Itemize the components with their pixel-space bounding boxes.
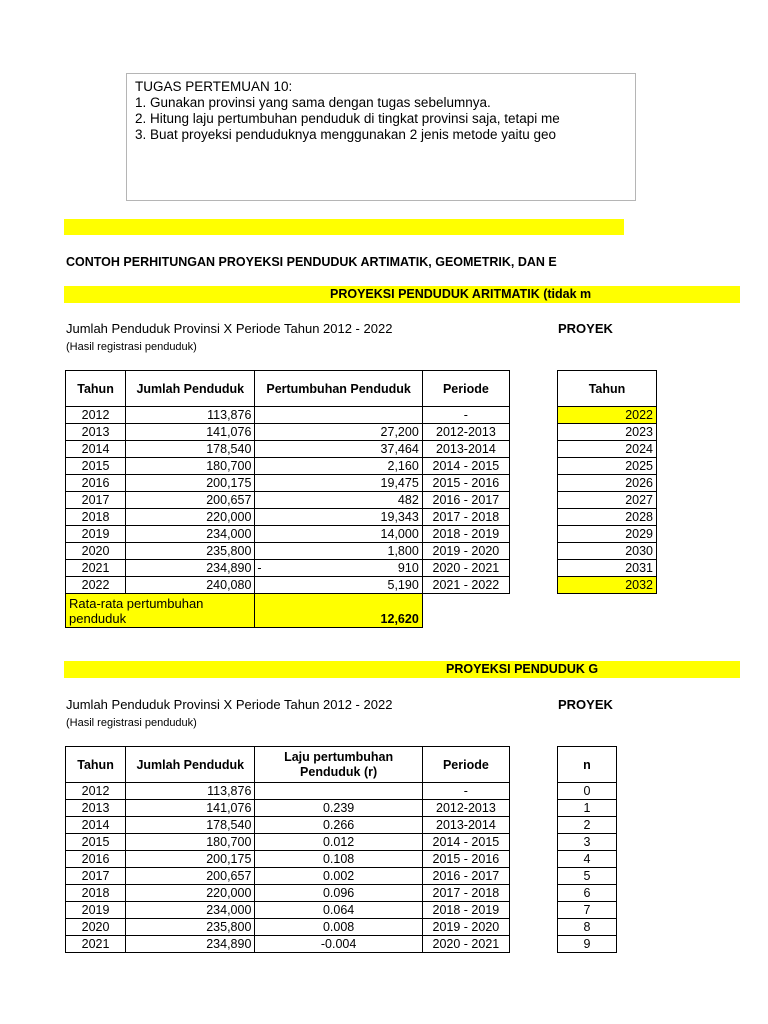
n-value: 8	[558, 919, 617, 936]
proj-year: 2026	[558, 475, 657, 492]
note-line-3: 3. Buat proyeksi penduduknya menggunakan 2 jenis metode yaitu geo	[135, 127, 557, 142]
average-row	[66, 594, 510, 628]
col-tahun: Tahun	[66, 371, 126, 407]
arith-projection-title: PROYEK	[558, 321, 613, 336]
proj-year: 2029	[558, 526, 657, 543]
geo-caption: Jumlah Penduduk Provinsi X Periode Tahun 2012 - 2022	[66, 697, 393, 712]
table-row: 2021 234,890 -0.004 2020 - 2021	[66, 936, 510, 953]
col-pertumbuhan: Pertumbuhan Penduduk	[255, 371, 422, 407]
table-row: 2019 234,000 0.064 2018 - 2019	[66, 902, 510, 919]
n-value: 0	[558, 783, 617, 800]
table-row: 2021 234,890 - 910 2020 - 2021	[66, 560, 510, 577]
arith-banner-text: PROYEKSI PENDUDUK ARITMATIK (tidak m	[330, 287, 592, 301]
table-row: 2013 141,076 0.239 2012-2013	[66, 800, 510, 817]
geo-banner-text: PROYEKSI PENDUDUK G	[446, 662, 599, 676]
arith-banner	[64, 286, 740, 303]
negative-sign: -	[257, 561, 262, 575]
table-row: 2020 235,800 1,800 2019 - 2020	[66, 543, 510, 560]
table-row: 2015 180,700 2,160 2014 - 2015	[66, 458, 510, 475]
col-jumlah: Jumlah Penduduk	[126, 747, 255, 783]
geo-n-table	[557, 746, 617, 953]
proj-year: 2032	[558, 577, 657, 594]
col-jumlah: Jumlah Penduduk	[126, 371, 255, 407]
proj-year: 2022	[558, 407, 657, 424]
geo-subcaption: (Hasil registrasi penduduk)	[66, 717, 197, 729]
proj-year: 2024	[558, 441, 657, 458]
n-value: 7	[558, 902, 617, 919]
geo-table	[65, 746, 510, 953]
note-line-1: 1. Gunakan provinsi yang sama dengan tugas sebelumnya.	[135, 95, 491, 110]
n-value: 3	[558, 834, 617, 851]
average-label: Rata-rata pertumbuhan penduduk	[66, 594, 255, 628]
n-value: 9	[558, 936, 617, 953]
n-value: 2	[558, 817, 617, 834]
n-value: 6	[558, 885, 617, 902]
table-row: 2018 220,000 0.096 2017 - 2018	[66, 885, 510, 902]
average-value: 12,620	[255, 594, 422, 628]
proj-year: 2030	[558, 543, 657, 560]
table-row: 2012 113,876 -	[66, 783, 510, 800]
geo-banner	[64, 661, 740, 678]
table-row: 2016 200,175 19,475 2015 - 2016	[66, 475, 510, 492]
assignment-note	[126, 73, 636, 201]
n-value: 1	[558, 800, 617, 817]
table-row: 2016 200,175 0.108 2015 - 2016	[66, 851, 510, 868]
col-tahun: Tahun	[66, 747, 126, 783]
table-row: 2014 178,540 0.266 2013-2014	[66, 817, 510, 834]
proj-year: 2028	[558, 509, 657, 526]
yellow-separator	[64, 219, 624, 235]
table-row: 2012 113,876 -	[66, 407, 510, 424]
col-laju: Laju pertumbuhan Penduduk (r)	[255, 747, 422, 783]
table-row: 2022 240,080 5,190 2021 - 2022	[66, 577, 510, 594]
arith-table	[65, 370, 510, 628]
arith-caption: Jumlah Penduduk Provinsi X Periode Tahun 2012 - 2022	[66, 321, 393, 336]
table-row: 2019 234,000 14,000 2018 - 2019	[66, 526, 510, 543]
proj-col-tahun: Tahun	[558, 371, 657, 407]
table-row: 2017 200,657 482 2016 - 2017	[66, 492, 510, 509]
proj-year: 2025	[558, 458, 657, 475]
arith-subcaption: (Hasil registrasi penduduk)	[66, 341, 197, 353]
n-value: 5	[558, 868, 617, 885]
table-row: 2014 178,540 37,464 2013-2014	[66, 441, 510, 458]
note-title: TUGAS PERTEMUAN 10:	[135, 79, 293, 94]
page-heading: CONTOH PERHITUNGAN PROYEKSI PENDUDUK ARTIMATIK, GEOMETRIK, DAN E	[66, 255, 557, 269]
geo-projection-title: PROYEK	[558, 697, 613, 712]
proj-year: 2027	[558, 492, 657, 509]
arith-projection-table	[557, 370, 657, 594]
table-row: 2020 235,800 0.008 2019 - 2020	[66, 919, 510, 936]
table-row: 2017 200,657 0.002 2016 - 2017	[66, 868, 510, 885]
col-periode: Periode	[422, 371, 509, 407]
proj-year: 2031	[558, 560, 657, 577]
proj-year: 2023	[558, 424, 657, 441]
col-periode: Periode	[422, 747, 509, 783]
n-header: n	[558, 747, 617, 783]
note-line-2: 2. Hitung laju pertumbuhan penduduk di tingkat provinsi saja, tetapi me	[135, 111, 560, 126]
n-value: 4	[558, 851, 617, 868]
table-row: 2018 220,000 19,343 2017 - 2018	[66, 509, 510, 526]
table-row: 2015 180,700 0.012 2014 - 2015	[66, 834, 510, 851]
table-row: 2013 141,076 27,200 2012-2013	[66, 424, 510, 441]
